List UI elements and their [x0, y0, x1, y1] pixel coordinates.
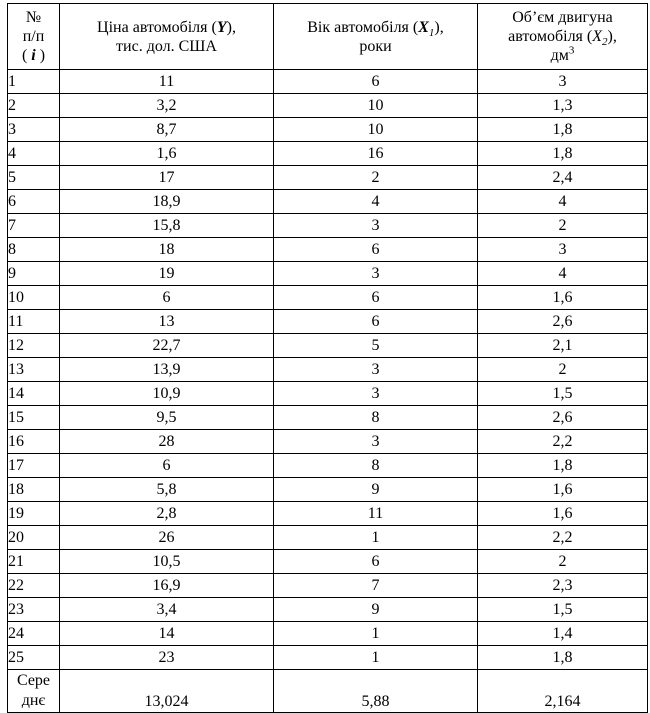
row-index-cell: 24: [8, 622, 60, 646]
average-label: Сере днє: [8, 670, 60, 713]
engine-cell: 2,4: [478, 166, 648, 190]
engine-cell: 2,6: [478, 310, 648, 334]
engine-cell: 3: [478, 238, 648, 262]
age-cell: 3: [274, 382, 478, 406]
age-cell: 6: [274, 238, 478, 262]
table-row: [8, 502, 648, 526]
row-index-cell: 16: [8, 430, 60, 454]
table-row: [8, 214, 648, 238]
header-age-var: X: [418, 18, 429, 36]
age-cell: 1: [274, 622, 478, 646]
table-row: [8, 478, 648, 502]
engine-cell: 1,6: [478, 478, 648, 502]
row-index-cell: 21: [8, 550, 60, 574]
row-index-cell: 20: [8, 526, 60, 550]
table-row: [8, 382, 648, 406]
price-cell: 13: [60, 310, 274, 334]
age-cell: 16: [274, 142, 478, 166]
row-index-cell: 2: [8, 94, 60, 118]
table-body: [8, 70, 648, 670]
table-header-row: [8, 4, 648, 70]
row-index-cell: 25: [8, 646, 60, 670]
row-index-cell: 18: [8, 478, 60, 502]
header-price: Ціна автомобіля (Y), тис. дол. США: [60, 4, 274, 70]
row-index-cell: 1: [8, 70, 60, 94]
header-index-line2: п/п: [22, 28, 45, 45]
age-cell: 11: [274, 502, 478, 526]
engine-cell: 2,2: [478, 526, 648, 550]
row-index-cell: 19: [8, 502, 60, 526]
table-row: [8, 334, 648, 358]
age-cell: 3: [274, 214, 478, 238]
engine-cell: 2: [478, 358, 648, 382]
table-row: [8, 454, 648, 478]
price-cell: 3,2: [60, 94, 274, 118]
price-cell: 18: [60, 238, 274, 262]
price-cell: 10,5: [60, 550, 274, 574]
age-cell: 7: [274, 574, 478, 598]
average-row: [8, 670, 648, 713]
row-index-cell: 3: [8, 118, 60, 142]
engine-cell: 1,8: [478, 454, 648, 478]
row-index-cell: 17: [8, 454, 60, 478]
row-index-cell: 5: [8, 166, 60, 190]
engine-cell: 2,1: [478, 334, 648, 358]
row-index-cell: 22: [8, 574, 60, 598]
price-cell: 5,8: [60, 478, 274, 502]
row-index-cell: 11: [8, 310, 60, 334]
price-cell: 13,9: [60, 358, 274, 382]
header-index-symbol: №: [25, 9, 42, 26]
age-cell: 3: [274, 262, 478, 286]
price-cell: 3,4: [60, 598, 274, 622]
age-cell: 4: [274, 190, 478, 214]
engine-cell: 2,3: [478, 574, 648, 598]
age-cell: 6: [274, 286, 478, 310]
price-cell: 11: [60, 70, 274, 94]
price-cell: 23: [60, 646, 274, 670]
header-engine-unit: дм: [550, 47, 569, 64]
engine-cell: 2: [478, 214, 648, 238]
engine-cell: 1,6: [478, 502, 648, 526]
price-cell: 9,5: [60, 406, 274, 430]
engine-cell: 1,8: [478, 142, 648, 166]
table-row: [8, 286, 648, 310]
header-price-var: Y: [216, 18, 227, 36]
table-row: [8, 142, 648, 166]
age-cell: 5: [274, 334, 478, 358]
table-row: [8, 310, 648, 334]
table-row: [8, 190, 648, 214]
age-cell: 8: [274, 406, 478, 430]
average-engine: 2,164: [478, 670, 648, 713]
table-row: [8, 94, 648, 118]
table-row: [8, 262, 648, 286]
table-row: [8, 526, 648, 550]
price-cell: 18,9: [60, 190, 274, 214]
table-row: [8, 574, 648, 598]
price-cell: 19: [60, 262, 274, 286]
age-cell: 1: [274, 646, 478, 670]
price-cell: 8,7: [60, 118, 274, 142]
price-cell: 10,9: [60, 382, 274, 406]
header-index: № п/п ( i ): [8, 4, 60, 70]
price-cell: 14: [60, 622, 274, 646]
age-cell: 6: [274, 550, 478, 574]
table-row: [8, 238, 648, 262]
age-cell: 3: [274, 358, 478, 382]
table-row: [8, 166, 648, 190]
header-engine: Об’єм двигуна автомобіля $(X_2)$, $дм^3$: [478, 4, 648, 70]
header-age: Вік автомобіля $(X_1)$, роки: [274, 4, 478, 70]
average-age: 5,88: [274, 670, 478, 713]
header-age-unit: роки: [359, 37, 392, 55]
engine-cell: 2,6: [478, 406, 648, 430]
engine-cell: 2,2: [478, 430, 648, 454]
row-index-cell: 6: [8, 190, 60, 214]
price-cell: 28: [60, 430, 274, 454]
row-index-cell: 23: [8, 598, 60, 622]
age-cell: 2: [274, 166, 478, 190]
age-cell: 1: [274, 526, 478, 550]
table-row: [8, 118, 648, 142]
table-row: [8, 406, 648, 430]
age-cell: 3: [274, 430, 478, 454]
engine-cell: 4: [478, 190, 648, 214]
price-cell: 6: [60, 454, 274, 478]
engine-cell: 1,5: [478, 598, 648, 622]
price-cell: 6: [60, 286, 274, 310]
row-index-cell: 14: [8, 382, 60, 406]
price-cell: 26: [60, 526, 274, 550]
row-index-cell: 7: [8, 214, 60, 238]
header-index-var: i: [31, 47, 36, 64]
table-row: [8, 646, 648, 670]
age-cell: 9: [274, 478, 478, 502]
age-cell: 6: [274, 70, 478, 94]
table-row: [8, 598, 648, 622]
table-row: [8, 430, 648, 454]
engine-cell: 1,4: [478, 622, 648, 646]
age-cell: 10: [274, 118, 478, 142]
price-cell: 1,6: [60, 142, 274, 166]
price-cell: 17: [60, 166, 274, 190]
engine-cell: 1,8: [478, 646, 648, 670]
header-price-unit: тис. дол. США: [116, 37, 217, 55]
row-index-cell: 10: [8, 286, 60, 310]
price-cell: 2,8: [60, 502, 274, 526]
age-cell: 9: [274, 598, 478, 622]
row-index-cell: 12: [8, 334, 60, 358]
row-index-cell: 15: [8, 406, 60, 430]
row-index-cell: 4: [8, 142, 60, 166]
age-cell: 6: [274, 310, 478, 334]
row-index-cell: 9: [8, 262, 60, 286]
age-cell: 8: [274, 454, 478, 478]
price-cell: 16,9: [60, 574, 274, 598]
car-data-table: [7, 3, 648, 713]
header-engine-var: X: [592, 28, 603, 45]
table-row: [8, 70, 648, 94]
row-index-cell: 8: [8, 238, 60, 262]
engine-cell: 1,5: [478, 382, 648, 406]
age-cell: 10: [274, 94, 478, 118]
average-price: 13,024: [60, 670, 274, 713]
engine-cell: 4: [478, 262, 648, 286]
engine-cell: 1,6: [478, 286, 648, 310]
table-row: [8, 550, 648, 574]
engine-cell: 2: [478, 550, 648, 574]
price-cell: 15,8: [60, 214, 274, 238]
table-row: [8, 358, 648, 382]
price-cell: 22,7: [60, 334, 274, 358]
row-index-cell: 13: [8, 358, 60, 382]
engine-cell: 1,3: [478, 94, 648, 118]
engine-cell: 1,8: [478, 118, 648, 142]
engine-cell: 3: [478, 70, 648, 94]
table-row: [8, 622, 648, 646]
